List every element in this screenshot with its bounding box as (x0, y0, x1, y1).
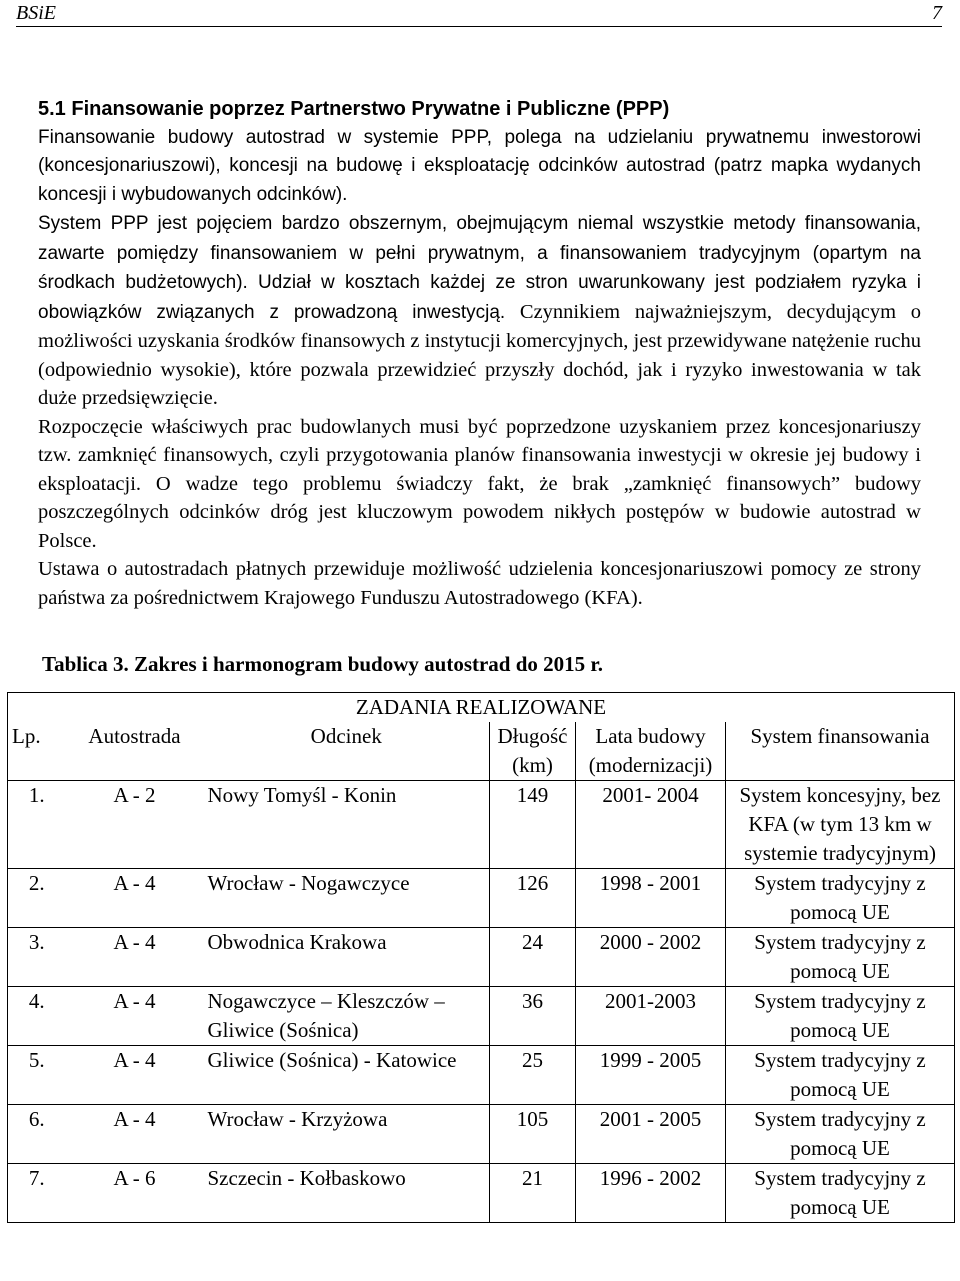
cell-system: System tradycyjny z pomocą UE (726, 1164, 955, 1223)
cell-odcinek: Wrocław - Krzyżowa (204, 1105, 490, 1164)
header-lp: Lp. (8, 722, 66, 781)
cell-odcinek: Nowy Tomyśl - Konin (204, 781, 490, 869)
cell-lp: 6. (8, 1105, 66, 1164)
cell-odcinek: Gliwice (Sośnica) - Katowice (204, 1046, 490, 1105)
header-lata: Lata budowy (modernizacji) (576, 722, 726, 781)
cell-odcinek: Obwodnica Krakowa (204, 928, 490, 987)
cell-dlugosc: 126 (490, 869, 576, 928)
table-banner-row (8, 693, 955, 723)
cell-lp: 5. (8, 1046, 66, 1105)
cell-system: System tradycyjny z pomocą UE (726, 1046, 955, 1105)
cell-autostrada: A - 4 (66, 1046, 204, 1105)
cell-lata: 2001 - 2005 (576, 1105, 726, 1164)
cell-autostrada: A - 4 (66, 928, 204, 987)
cell-autostrada: A - 2 (66, 781, 204, 869)
cell-autostrada: A - 4 (66, 869, 204, 928)
cell-lp: 3. (8, 928, 66, 987)
table-row (8, 928, 955, 987)
body-text (38, 95, 921, 612)
cell-dlugosc: 24 (490, 928, 576, 987)
cell-lata: 2001-2003 (576, 987, 726, 1046)
paragraph-2-part-2: Czynnikiem najważniejszym, decydującym o możliwości uzyskania środków finansowych z instytucji komercyjnych, jest przewidywane natężenie ruchu (odpowiednio wysokie), które pozwala przewidzieć przyszły dochód, jak i ryzyko inwestowania w tak duże przedsięwzięcie. (38, 300, 922, 409)
cell-lata: 2000 - 2002 (576, 928, 726, 987)
cell-lp: 4. (8, 987, 66, 1046)
cell-dlugosc: 21 (490, 1164, 576, 1223)
cell-autostrada: A - 6 (66, 1164, 204, 1223)
cell-odcinek: Nogawczyce – Kleszczów – Gliwice (Sośnica) (204, 987, 490, 1046)
table-row (8, 869, 955, 928)
cell-dlugosc: 149 (490, 781, 576, 869)
cell-lata: 1998 - 2001 (576, 869, 726, 928)
table-title: Tablica 3. Zakres i harmonogram budowy autostrad do 2015 r. (42, 652, 604, 676)
cell-system: System tradycyjny z pomocą UE (726, 987, 955, 1046)
cell-lata: 2001- 2004 (576, 781, 726, 869)
paragraph-1: Finansowanie budowy autostrad w systemie PPP, polega na udzielaniu prywatnemu inwestorowi (koncesjonariuszowi), koncesji na budowę i eksploatację odcinków autostrad (patrz mapka wydanych koncesji i wybudowanych odcinków). (38, 126, 921, 205)
cell-autostrada: A - 4 (66, 987, 204, 1046)
cell-lata: 1996 - 2002 (576, 1164, 726, 1223)
table-row (8, 987, 955, 1046)
cell-odcinek: Wrocław - Nogawczyce (204, 869, 490, 928)
cell-system: System tradycyjny z pomocą UE (726, 928, 955, 987)
paragraph-3: Rozpoczęcie właściwych prac budowlanych musi być poprzedzone uzyskaniem przez koncesjonariuszy tzw. zamknięć finansowych, czyli przygotowania planów finansowania inwestycji w okresie jej budowy i eksploatacji. O wadze tego problemu świadczy fakt, że brak „zamknięć finansowych” budowy poszczególnych odcinków dróg jest kluczowym powodem nikłych postępów w budowie autostrad w Polsce. (38, 415, 921, 552)
header-system: System finansowania (726, 722, 955, 781)
table-banner: ZADANIA REALIZOWANE (8, 693, 955, 723)
cell-system: System tradycyjny z pomocą UE (726, 1105, 955, 1164)
paragraph-2-part-1: System PPP jest pojęciem bardzo obszernym, obejmującym niemal wszystkie metody finansowania, zawarte pomiędzy finansowaniem w pełni prywatnym, a finansowaniem tradycyjnym (opartym na środkach budżetowych). Udział w kosztach każdej ze stron uwarunkowany jest podziałem ryzyka i obowiązków związanych z prowadzoną inwestycją. (38, 213, 921, 323)
cell-lp: 1. (8, 781, 66, 869)
header-dlugosc: Długość (km) (490, 722, 576, 781)
cell-system: System koncesyjny, bez KFA (w tym 13 km w systemie tradycyjnym) (726, 781, 955, 869)
cell-dlugosc: 36 (490, 987, 576, 1046)
header-autostrada: Autostrada (66, 722, 204, 781)
cell-dlugosc: 105 (490, 1105, 576, 1164)
cell-system: System tradycyjny z pomocą UE (726, 869, 955, 928)
header-odcinek: Odcinek (204, 722, 490, 781)
table-row (8, 1046, 955, 1105)
table-header-row (8, 722, 955, 781)
cell-odcinek: Szczecin - Kołbaskowo (204, 1164, 490, 1223)
cell-lp: 7. (8, 1164, 66, 1223)
header-title: BSiE (16, 2, 56, 24)
paragraph-4: Ustawa o autostradach płatnych przewiduje możliwość udzielenia koncesjonariuszowi pomocy ze strony państwa za pośrednictwem Krajowego Funduszu Autostradowego (KFA). (38, 558, 921, 609)
table-row (8, 1164, 955, 1223)
section-title: 5.1 Finansowanie poprzez Partnerstwo Prywatne i Publiczne (PPP) (38, 98, 670, 120)
table-row (8, 1105, 955, 1164)
paragraph-2 (38, 209, 921, 413)
page-number: 7 (932, 2, 942, 24)
cell-dlugosc: 25 (490, 1046, 576, 1105)
table-row (8, 781, 955, 869)
cell-autostrada: A - 4 (66, 1105, 204, 1164)
motorway-table (7, 692, 955, 1223)
cell-lata: 1999 - 2005 (576, 1046, 726, 1105)
page-header (16, 0, 942, 27)
cell-lp: 2. (8, 869, 66, 928)
